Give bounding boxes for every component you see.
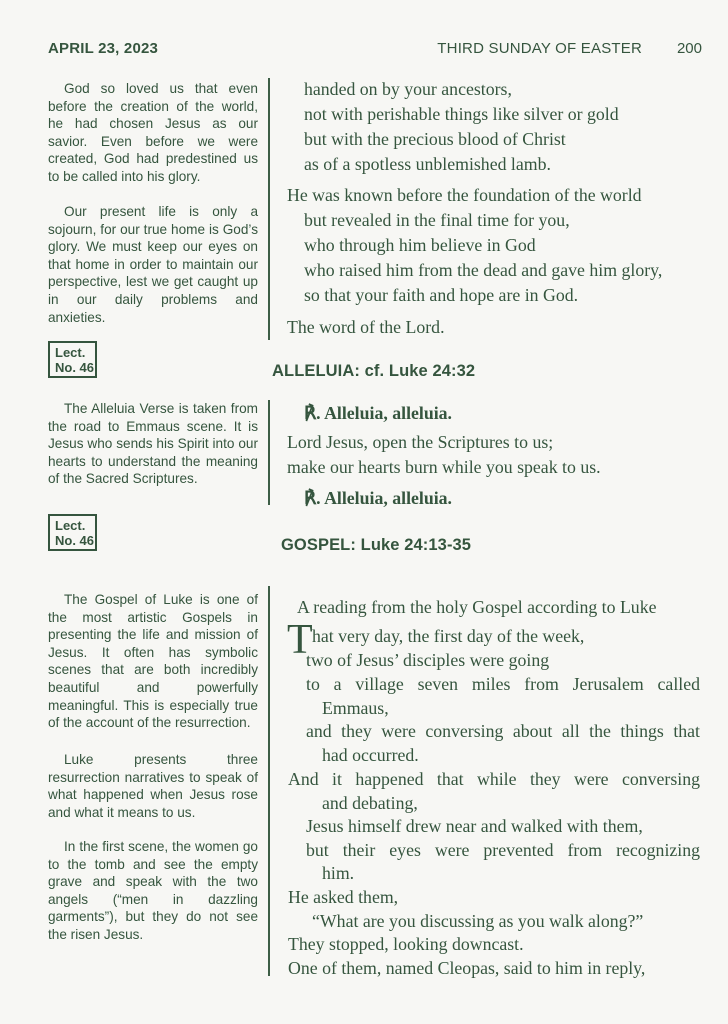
gospel-heading: GOSPEL: Luke 24:13-35 [281,536,472,554]
reading-line: but with the precious blood of Christ [304,129,566,149]
reading-line: as of a spotless unblemished lamb. [304,154,551,174]
drop-cap: T [287,617,313,663]
commentary-note: Our present life is only a sojourn, for our true home is God’s glory. We must keep our eyes on that home in order to maintain our perspective, lest we get caught up in our daily problems and anxieties. [48,204,258,325]
commentary-note: Luke presents three resurrection narratives to speak of what happened when Jesus rose and what it means to us. [48,752,258,820]
gospel-line: Jesus himself drew near and walked with them, [306,816,643,836]
column-divider [268,586,270,976]
response-line: ℟. Alleluia, alleluia. [304,403,453,423]
reading-line: who through him believe in God [304,235,536,255]
gospel-line: to a village seven miles from Jerusalem called [306,674,700,694]
lect-label: Lect. [55,518,86,533]
column-divider [268,78,270,340]
gospel-line: He asked them, [288,887,399,907]
commentary-note: God so loved us that even before the creation of the world, he had chosen Jesus as our savior. Even before we were created, God had predestined us to be called into his glory. [48,81,258,184]
lect-number: No. 46 [55,533,95,548]
gospel-line: but their eyes were prevented from recognizing [306,840,700,860]
reading-line: handed on by your ancestors, [304,79,512,99]
gospel-line: and they were conversing about all the things that [306,721,700,741]
reading-line: not with perishable things like silver or gold [304,104,619,124]
commentary-note: In the first scene, the women go to the tomb and see the empty grave and speak with the two angels (“men in dazzling garments”), but they do not see the risen Jesus. [48,839,258,942]
lect-number: No. 46 [55,360,95,375]
reading-line: so that your faith and hope are in God. [304,285,579,305]
verse-line: make our hearts burn while you speak to us. [287,457,601,477]
lectionary-number-box [48,341,97,378]
reading-line: He was known before the foundation of the world [287,185,642,205]
lectionary-number-box [48,514,97,551]
reading-closing: The word of the Lord. [287,317,445,337]
reading-line: but revealed in the final time for you, [304,210,570,230]
reading-line: who raised him from the dead and gave him glory, [304,260,663,280]
response-line: ℟. Alleluia, alleluia. [304,488,453,508]
header-title: THIRD SUNDAY OF EASTER [437,40,642,57]
verse-line: Lord Jesus, open the Scriptures to us; [287,432,554,452]
commentary-note: The Alleluia Verse is taken from the road to Emmaus scene. It is Jesus who sends his Spirit into our hearts to understand the meaning of the Sacred Scriptures. [48,401,258,487]
gospel-line: him. [322,863,355,883]
gospel-line: One of them, named Cleopas, said to him in reply, [288,958,646,978]
gospel-intro: A reading from the holy Gospel according to Luke [297,597,657,617]
header-date: APRIL 23, 2023 [48,40,159,57]
alleluia-heading: ALLELUIA: cf. Luke 24:32 [272,362,476,380]
column-divider [268,400,270,505]
gospel-line: And it happened that while they were conversing [288,769,700,789]
gospel-line: had occurred. [322,745,419,765]
gospel-line: They stopped, looking downcast. [288,934,524,954]
gospel-line: two of Jesus’ disciples were going [306,650,550,670]
gospel-line: Emmaus, [322,698,389,718]
gospel-line: and debating, [322,793,418,813]
gospel-line: “What are you discussing as you walk along?” [312,911,644,931]
gospel-line: hat very day, the first day of the week, [312,626,585,646]
commentary-note: The Gospel of Luke is one of the most artistic Gospels in presenting the life and mission of Jesus. It often has symbolic scenes that are both incredibly beautiful and powerfully meaningful. This is especially true of the account of the resurrection. [48,592,258,731]
lect-label: Lect. [55,345,86,360]
page-header [48,40,702,64]
page-number: 200 [676,40,702,57]
